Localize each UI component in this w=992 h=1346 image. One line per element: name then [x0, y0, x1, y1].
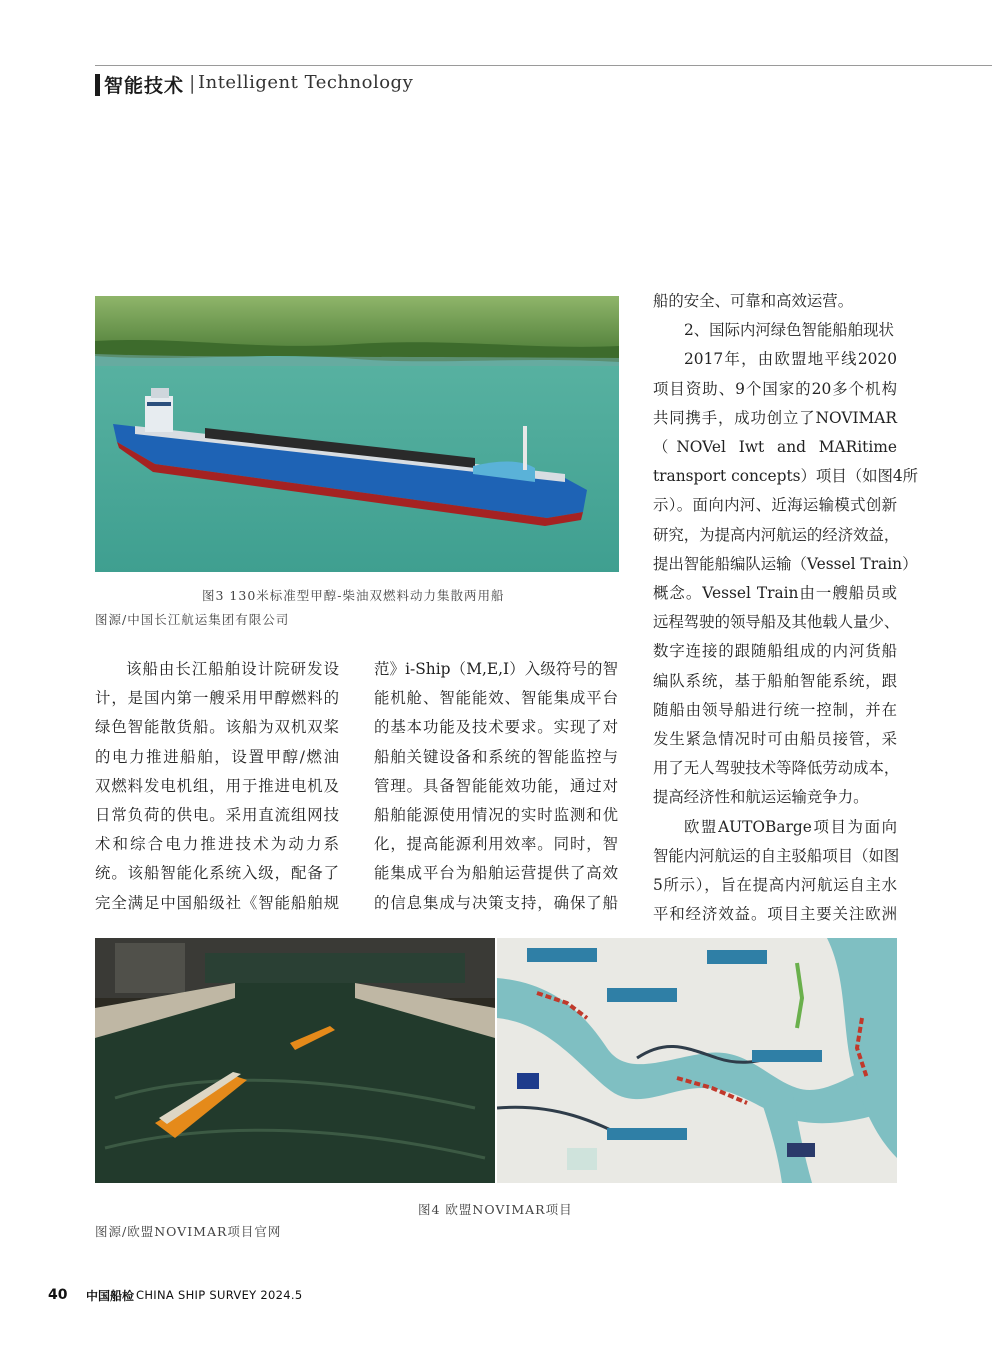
paragraph-line: transport concepts）项目（如图4所: [653, 467, 919, 486]
paragraph-line: 5所示），旨在提高内河航运自主水: [653, 876, 897, 895]
paragraph-line: 提出智能船编队运输（Vessel Train）: [653, 554, 918, 573]
paragraph-line: （NOVel Iwt and MARitime: [653, 438, 897, 457]
header-rule: [95, 65, 992, 66]
figure-3-ship-image: [95, 296, 619, 572]
paragraph-line: 能机舱、智能能效、智能集成平台: [374, 689, 618, 708]
paragraph-line: 发生紧急情况时可由船员接管，采: [653, 730, 897, 749]
paragraph-line: 研究，为提高内河航运的经济效益，: [653, 525, 900, 544]
paragraph-line: 日常负荷的供电。采用直流组网技: [95, 806, 339, 825]
paragraph-line: 能集成平台为船舶运营提供了高效: [374, 864, 618, 883]
paragraph-line: 数字连接的跟随船组成的内河货船: [653, 642, 897, 661]
paragraph-line: 用了无人驾驶技术等降低劳动成本，: [653, 759, 900, 778]
section-title-cn: 智能技术: [104, 75, 185, 97]
subheading: 2、国际内河绿色智能船舶现状: [684, 321, 894, 340]
paragraph-line: 船舶关键设备和系统的智能监控与: [374, 747, 618, 766]
magazine-name-en: CHINA SHIP SURVEY 2024.5: [136, 1288, 303, 1302]
section-separator: |: [189, 72, 196, 94]
magazine-name-cn: 中国船检: [86, 1289, 135, 1303]
paragraph-line: 船舶能源使用情况的实时监测和优: [374, 806, 618, 825]
paragraph-line: 智能内河航运的自主驳船项目（如图: [653, 846, 900, 865]
figure-4-caption: 图4 欧盟NOVIMAR项目: [418, 1202, 573, 1217]
text-column-3: [653, 287, 919, 929]
paragraph-line: 欧盟AUTOBarge项目为面向: [684, 817, 897, 836]
paragraph-line: 范》i-Ship（M,E,I）入级符号的智: [374, 660, 618, 678]
paragraph-line: 示）。面向内河、近海运输模式创新: [653, 496, 897, 515]
figure-4-test-tank-image: [95, 938, 495, 1183]
paragraph-line: 远程驾驶的领导船及其他载人量少、: [653, 613, 900, 632]
paragraph-line: 管理。具备智能能效功能，通过对: [374, 776, 618, 795]
paragraph-line: 绿色智能散货船。该船为双机双桨: [95, 718, 339, 737]
paragraph-line: 术和综合电力推进技术为动力系: [95, 835, 339, 854]
paragraph-line: 化，提高能源利用效率。同时，智: [374, 835, 618, 854]
paragraph-line: 船的安全、可靠和高效运营。: [653, 292, 854, 310]
paragraph-line: 的基本功能及技术要求。实现了对: [374, 718, 618, 737]
paragraph-line: 概念。Vessel Train由一艘船员或: [653, 584, 897, 603]
paragraph-line: 提高经济性和航运运输竞争力。: [653, 788, 869, 807]
paragraph-line: 共同携手，成功创立了NOVIMAR: [653, 408, 897, 427]
page-number: 40: [48, 1287, 68, 1303]
figure-4-novimar-map: [497, 938, 897, 1183]
header-marker-bar: [95, 74, 100, 96]
paragraph-line: 该船由长江船舶设计院研发设: [126, 660, 339, 678]
paragraph-line: 平和经济效益。项目主要关注欧洲: [653, 905, 897, 924]
paragraph-line: 计，是国内第一艘采用甲醇燃料的: [95, 689, 339, 708]
figure-3-source: 图源/中国长江航运集团有限公司: [95, 612, 290, 627]
paragraph-line: 完全满足中国船级社《智能船舶规: [95, 893, 339, 912]
paragraph-line: 的电力推进船舶，设置甲醇/燃油: [95, 747, 339, 766]
paragraph-line: 项目资助、9个国家的20多个机构: [653, 379, 897, 398]
paragraph-line: 2017年，由欧盟地平线2020: [684, 350, 897, 369]
text-column-2: [374, 655, 618, 918]
text-column-1: [95, 655, 339, 918]
figure-3-caption: 图3 130米标准型甲醇-柴油双燃料动力集散两用船: [202, 588, 505, 603]
paragraph-line: 统。该船智能化系统入级，配备了: [95, 864, 339, 883]
paragraph-line: 编队系统，基于船舶智能系统，跟: [653, 671, 897, 690]
paragraph-line: 双燃料发电机组，用于推进电机及: [95, 776, 339, 795]
paragraph-line: 随船由领导船进行统一控制，并在: [653, 700, 897, 719]
section-title-en: Intelligent Technology: [198, 72, 414, 93]
figure-4-source: 图源/欧盟NOVIMAR项目官网: [95, 1224, 282, 1239]
paragraph-line: 的信息集成与决策支持，确保了船: [374, 893, 618, 912]
